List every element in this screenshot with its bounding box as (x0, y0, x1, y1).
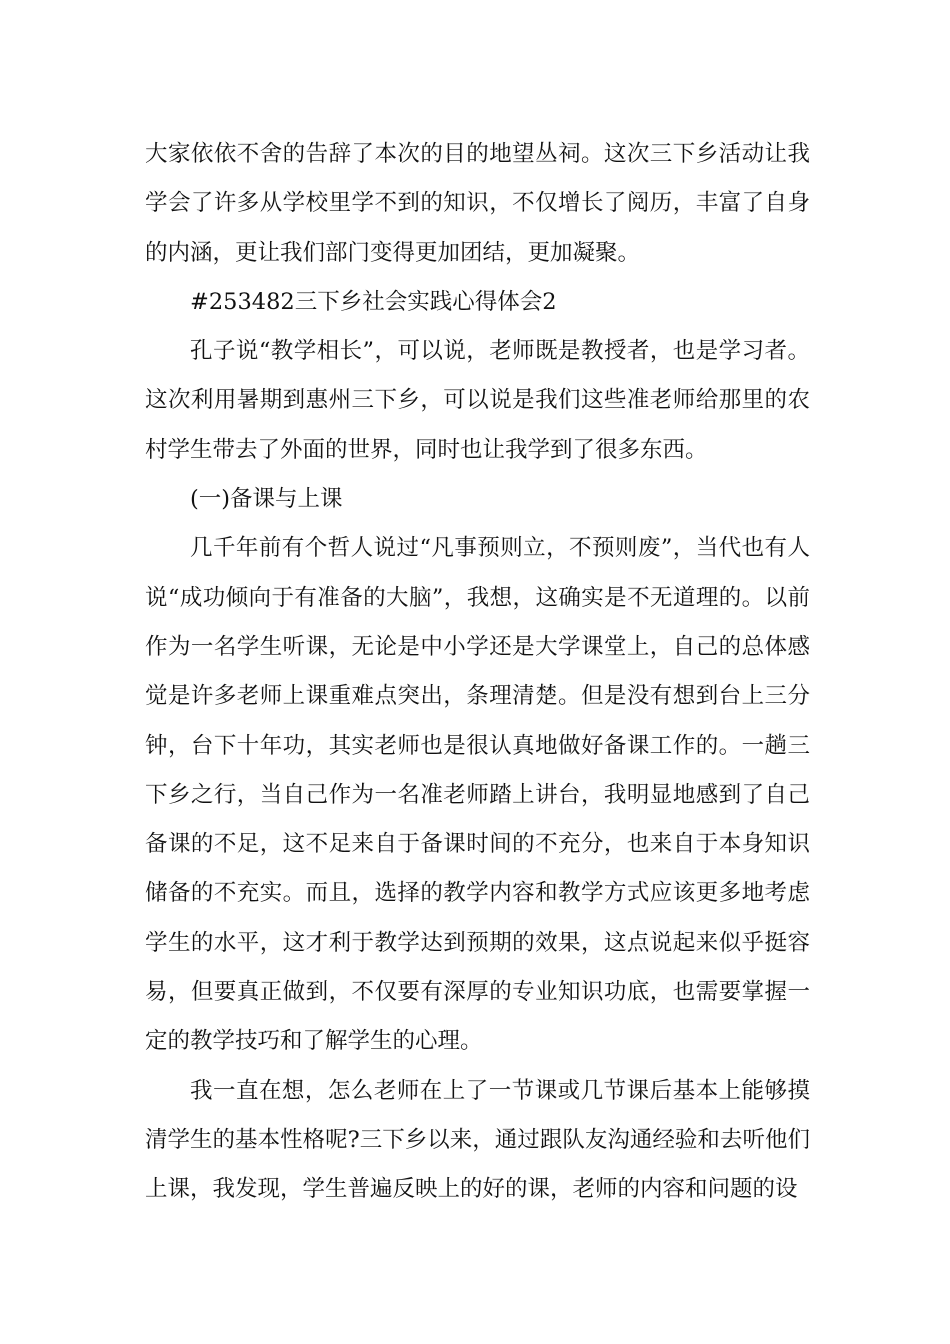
section-heading: #253482三下乡社会实践心得体会2 (190, 288, 557, 315)
subsection-heading: (一)备课与上课 (190, 486, 343, 513)
document-body (145, 130, 810, 1215)
paragraph: 大家依依不舍的告辞了本次的目的地望丛祠。这次三下乡活动让我学会了许多从学校里学不到的知识，不仅增长了阅历，丰富了自身的内涵，更让我们部门变得更加团结，更加凝聚。 (145, 141, 810, 266)
paragraph: 几千年前有个哲人说过“凡事预则立，不预则废”，当代也有人说“成功倾向于有准备的大脑”，我想，这确实是不无道理的。以前作为一名学生听课，无论是中小学还是大学课堂上，自己的总体感觉是许多老师上课重难点突出，条理清楚。但是没有想到台上三分钟，台下十年功，其实老师也是很认真地做好备课工作的。一趟三下乡之行，当自己作为一名准老师踏上讲台，我明显地感到了自己备课的不足，这不足来自于备课时间的不充分，也来自于本身知识储备的不充实。而且，选择的教学内容和教学方式应该更多地考虑学生的水平，这才利于教学达到预期的效果，这点说起来似乎挺容易，但要真正做到，不仅要有深厚的专业知识功底，也需要掌握一定的教学技巧和了解学生的心理。 (145, 535, 810, 1055)
paragraph: 孔子说“教学相长”，可以说，老师既是教授者，也是学习者。这次利用暑期到惠州三下乡，可以说是我们这些准老师给那里的农村学生带去了外面的世界，同时也让我学到了很多东西。 (145, 338, 810, 463)
paragraph: 我一直在想，怎么老师在上了一节课或几节课后基本上能够摸清学生的基本性格呢?三下乡以来，通过跟队友沟通经验和去听他们上课，我发现，学生普遍反映上的好的课，老师的内容和问题的设 (145, 1077, 810, 1203)
